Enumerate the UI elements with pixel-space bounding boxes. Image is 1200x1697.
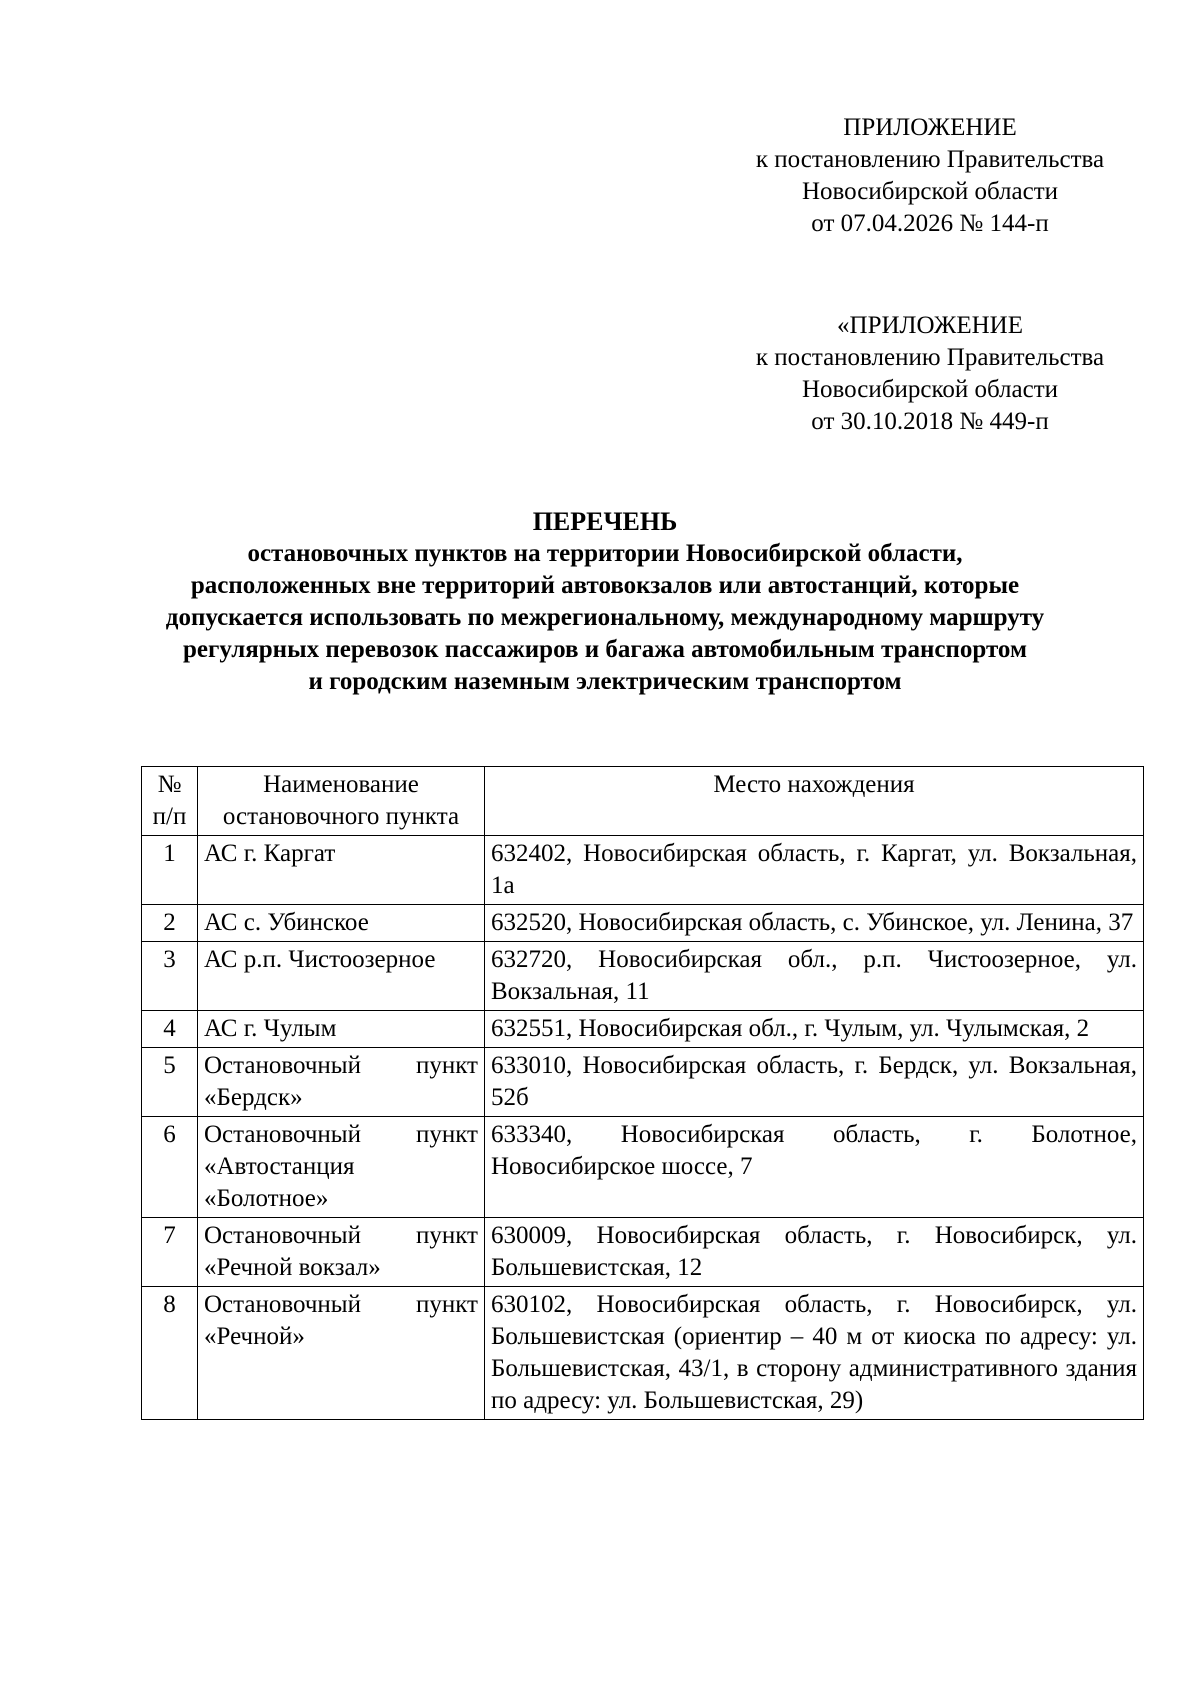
- row-name: АС р.п. Чистоозерное: [198, 942, 485, 1011]
- header-name-line2: остановочного пункта: [222, 803, 460, 830]
- appendix-original-line3: от 30.10.2018 № 449-п: [811, 408, 1049, 435]
- appendix-original-title: «ПРИЛОЖЕНИЕ: [837, 312, 1023, 339]
- appendix-current-stamp: [700, 112, 1160, 240]
- table-row: [142, 1287, 1144, 1420]
- row-address: 632720, Новосибирская обл., р.п. Чистоозерное, ул. Вокзальная, 11: [485, 942, 1144, 1011]
- row-num: 1: [142, 836, 198, 905]
- row-name: АС с. Убинское: [198, 905, 485, 942]
- row-num: 2: [142, 905, 198, 942]
- row-name: АС г. Чулым: [198, 1011, 485, 1048]
- row-name: Остановочный пункт «Бердск»: [198, 1048, 485, 1117]
- header-name-line1: Наименование: [263, 771, 419, 798]
- row-num: 7: [142, 1218, 198, 1287]
- appendix-current-line2: Новосибирской области: [801, 178, 1059, 205]
- appendix-original-line2: Новосибирской области: [801, 376, 1059, 403]
- table-row: [142, 1117, 1144, 1218]
- table-row: [142, 1011, 1144, 1048]
- row-num: 6: [142, 1117, 198, 1218]
- header-name: [198, 767, 485, 836]
- row-num: 8: [142, 1287, 198, 1420]
- heading-line: расположенных вне территорий автовокзалов или автостанций, которые: [190, 572, 1020, 599]
- row-name: Остановочный пункт «Автостанция «Болотное»: [198, 1117, 485, 1218]
- table-row: [142, 905, 1144, 942]
- header-num-line1: №: [157, 771, 182, 798]
- document-heading: [100, 506, 1110, 698]
- appendix-current-line1: к постановлению Правительства: [755, 146, 1105, 173]
- table-row: [142, 1048, 1144, 1117]
- appendix-current-title: ПРИЛОЖЕНИЕ: [843, 114, 1017, 141]
- row-num: 5: [142, 1048, 198, 1117]
- header-num: [142, 767, 198, 836]
- row-address: 632402, Новосибирская область, г. Каргат, ул. Вокзальная, 1а: [485, 836, 1144, 905]
- table-row: [142, 942, 1144, 1011]
- row-name: Остановочный пункт «Речной вокзал»: [198, 1218, 485, 1287]
- row-num: 4: [142, 1011, 198, 1048]
- heading-line: и городским наземным электрическим транспортом: [308, 668, 902, 695]
- heading-line: допускается использовать по межрегиональному, международному маршруту: [165, 604, 1045, 631]
- heading-line: регулярных перевозок пассажиров и багажа автомобильным транспортом: [183, 636, 1027, 663]
- row-address: 633010, Новосибирская область, г. Бердск, ул. Вокзальная, 52б: [485, 1048, 1144, 1117]
- row-address: 630102, Новосибирская область, г. Новосибирск, ул. Большевистская (ориентир – 40 м от киоска по адресу: ул. Большевистская, 43/1, в сторону административного здания по адресу: ул. Большевистская, 29): [485, 1287, 1144, 1420]
- table-header-row: [142, 767, 1144, 836]
- row-num: 3: [142, 942, 198, 1011]
- table-row: [142, 1218, 1144, 1287]
- stops-table: [141, 766, 1144, 1420]
- heading-line: остановочных пунктов на территории Новосибирской области,: [247, 540, 963, 567]
- row-address: 633340, Новосибирская область, г. Болотное, Новосибирское шоссе, 7: [485, 1117, 1144, 1218]
- row-name: Остановочный пункт «Речной»: [198, 1287, 485, 1420]
- appendix-current-line3: от 07.04.2026 № 144-п: [811, 210, 1049, 237]
- row-address: 630009, Новосибирская область, г. Новосибирск, ул. Большевистская, 12: [485, 1218, 1144, 1287]
- row-address: 632551, Новосибирская обл., г. Чулым, ул. Чулымская, 2: [485, 1011, 1144, 1048]
- heading-title: ПЕРЕЧЕНЬ: [532, 507, 678, 536]
- row-name: АС г. Каргат: [198, 836, 485, 905]
- appendix-original-line1: к постановлению Правительства: [755, 344, 1105, 371]
- row-address: 632520, Новосибирская область, с. Убинское, ул. Ленина, 37: [485, 905, 1144, 942]
- header-address: Место нахождения: [485, 767, 1144, 836]
- appendix-original-stamp: [700, 310, 1160, 438]
- header-num-line2: п/п: [152, 803, 187, 830]
- table-row: [142, 836, 1144, 905]
